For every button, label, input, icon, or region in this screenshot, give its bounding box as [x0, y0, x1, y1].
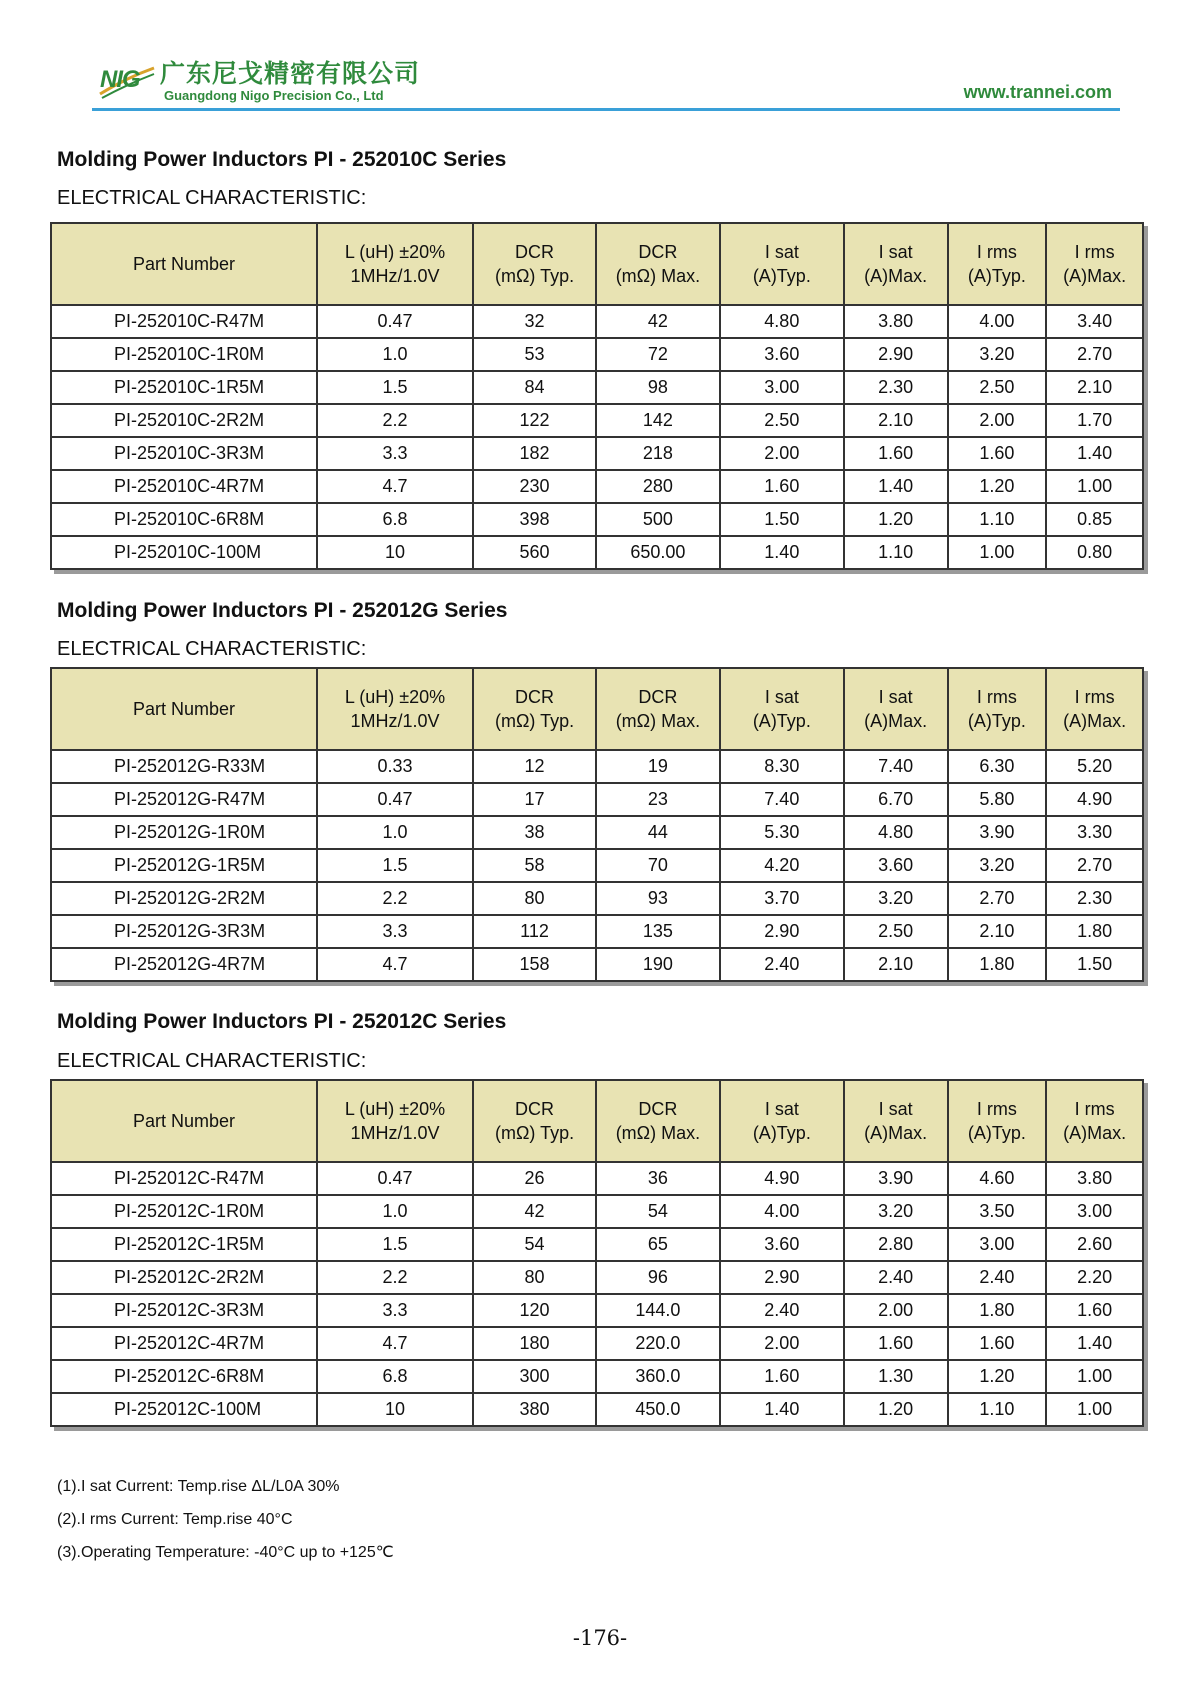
- isat-typ-cell: 2.00: [720, 1327, 844, 1360]
- header-isat-max: I sat (A)Max.: [844, 223, 948, 305]
- part-number-cell: PI-252010C-R47M: [51, 305, 317, 338]
- isat-max-cell: 1.20: [844, 503, 948, 536]
- table-header: [51, 1080, 1143, 1162]
- inductance-cell: 2.2: [317, 404, 473, 437]
- part-number-cell: PI-252010C-100M: [51, 536, 317, 569]
- dcr-typ-cell: 38: [473, 816, 596, 849]
- inductance-cell: 2.2: [317, 882, 473, 915]
- isat-typ-cell: 1.60: [720, 1360, 844, 1393]
- part-number-cell: PI-252012C-R47M: [51, 1162, 317, 1195]
- dcr-typ-cell: 42: [473, 1195, 596, 1228]
- dcr-typ-cell: 112: [473, 915, 596, 948]
- isat-typ-cell: 3.60: [720, 338, 844, 371]
- dcr-typ-cell: 80: [473, 882, 596, 915]
- dcr-max-cell: 54: [596, 1195, 720, 1228]
- irms-max-cell: 2.60: [1046, 1228, 1143, 1261]
- header-dcr-max: DCR (mΩ) Max.: [596, 668, 720, 750]
- isat-max-cell: 3.20: [844, 882, 948, 915]
- inductance-cell: 0.47: [317, 1162, 473, 1195]
- inductance-cell: 4.7: [317, 948, 473, 981]
- table-row: [51, 338, 1143, 371]
- section-subtitle-252012c: ELECTRICAL CHARACTERISTIC:: [57, 1050, 367, 1072]
- irms-typ-cell: 3.00: [948, 1228, 1047, 1261]
- dcr-max-cell: 144.0: [596, 1294, 720, 1327]
- irms-max-cell: 2.30: [1046, 882, 1143, 915]
- dcr-max-cell: 65: [596, 1228, 720, 1261]
- irms-max-cell: 1.00: [1046, 470, 1143, 503]
- isat-max-cell: 4.80: [844, 816, 948, 849]
- dcr-max-cell: 96: [596, 1261, 720, 1294]
- footnote-isat: (1).I sat Current: Temp.rise ΔL/L0A 30%: [57, 1478, 340, 1495]
- isat-typ-cell: 1.40: [720, 1393, 844, 1426]
- header-irms-typ: I rms (A)Typ.: [948, 1080, 1047, 1162]
- dcr-typ-cell: 158: [473, 948, 596, 981]
- dcr-max-cell: 500: [596, 503, 720, 536]
- header-irms-max: I rms (A)Max.: [1046, 668, 1143, 750]
- page-header: [92, 52, 1118, 112]
- irms-typ-cell: 1.20: [948, 470, 1047, 503]
- dcr-typ-cell: 84: [473, 371, 596, 404]
- irms-max-cell: 3.40: [1046, 305, 1143, 338]
- header-inductance: L (uH) ±20% 1MHz/1.0V: [317, 1080, 473, 1162]
- dcr-max-cell: 218: [596, 437, 720, 470]
- spec-table-252012c: [50, 1079, 1144, 1427]
- table-body: [51, 305, 1143, 569]
- dcr-typ-cell: 54: [473, 1228, 596, 1261]
- section-title-252012c: Molding Power Inductors PI - 252012C Series: [57, 1010, 507, 1033]
- part-number-cell: PI-252012G-2R2M: [51, 882, 317, 915]
- inductance-cell: 1.5: [317, 371, 473, 404]
- inductance-cell: 0.33: [317, 750, 473, 783]
- inductance-cell: 0.47: [317, 783, 473, 816]
- table-row: [51, 1294, 1143, 1327]
- table-header: [51, 223, 1143, 305]
- isat-max-cell: 2.10: [844, 948, 948, 981]
- section-title-252010c: Molding Power Inductors PI - 252010C Series: [57, 148, 507, 171]
- isat-typ-cell: 3.70: [720, 882, 844, 915]
- irms-typ-cell: 6.30: [948, 750, 1047, 783]
- part-number-cell: PI-252010C-3R3M: [51, 437, 317, 470]
- table-row: [51, 948, 1143, 981]
- irms-typ-cell: 1.00: [948, 536, 1047, 569]
- table-row: [51, 437, 1143, 470]
- inductance-cell: 6.8: [317, 1360, 473, 1393]
- inductance-cell: 3.3: [317, 437, 473, 470]
- part-number-cell: PI-252012G-R47M: [51, 783, 317, 816]
- header-dcr-typ: DCR (mΩ) Typ.: [473, 668, 596, 750]
- irms-max-cell: 1.60: [1046, 1294, 1143, 1327]
- dcr-max-cell: 360.0: [596, 1360, 720, 1393]
- header-inductance: L (uH) ±20% 1MHz/1.0V: [317, 668, 473, 750]
- inductance-cell: 10: [317, 1393, 473, 1426]
- dcr-max-cell: 650.00: [596, 536, 720, 569]
- dcr-typ-cell: 380: [473, 1393, 596, 1426]
- isat-max-cell: 1.60: [844, 437, 948, 470]
- table-row: [51, 1195, 1143, 1228]
- inductance-cell: 3.3: [317, 915, 473, 948]
- isat-max-cell: 1.20: [844, 1393, 948, 1426]
- dcr-typ-cell: 80: [473, 1261, 596, 1294]
- isat-typ-cell: 7.40: [720, 783, 844, 816]
- table-row: [51, 750, 1143, 783]
- table-row: [51, 470, 1143, 503]
- irms-typ-cell: 1.60: [948, 437, 1047, 470]
- isat-max-cell: 7.40: [844, 750, 948, 783]
- dcr-max-cell: 220.0: [596, 1327, 720, 1360]
- irms-max-cell: 0.80: [1046, 536, 1143, 569]
- dcr-typ-cell: 398: [473, 503, 596, 536]
- part-number-cell: PI-252012G-3R3M: [51, 915, 317, 948]
- irms-max-cell: 2.20: [1046, 1261, 1143, 1294]
- table-body: [51, 1162, 1143, 1426]
- isat-max-cell: 3.20: [844, 1195, 948, 1228]
- isat-typ-cell: 2.50: [720, 404, 844, 437]
- dcr-max-cell: 135: [596, 915, 720, 948]
- part-number-cell: PI-252012C-6R8M: [51, 1360, 317, 1393]
- isat-typ-cell: 2.00: [720, 437, 844, 470]
- isat-max-cell: 2.10: [844, 404, 948, 437]
- irms-max-cell: 1.70: [1046, 404, 1143, 437]
- table-row: [51, 849, 1143, 882]
- isat-typ-cell: 3.00: [720, 371, 844, 404]
- part-number-cell: PI-252012C-1R0M: [51, 1195, 317, 1228]
- isat-max-cell: 1.30: [844, 1360, 948, 1393]
- inductance-cell: 4.7: [317, 1327, 473, 1360]
- dcr-max-cell: 70: [596, 849, 720, 882]
- part-number-cell: PI-252010C-4R7M: [51, 470, 317, 503]
- isat-max-cell: 2.00: [844, 1294, 948, 1327]
- irms-max-cell: 2.10: [1046, 371, 1143, 404]
- table-body: [51, 750, 1143, 981]
- part-number-cell: PI-252012C-3R3M: [51, 1294, 317, 1327]
- footnote-operating-temperature: (3).Operating Temperature: -40°C up to +125℃: [57, 1544, 394, 1561]
- table-row: [51, 371, 1143, 404]
- table-row: [51, 1228, 1143, 1261]
- header-irms-max: I rms (A)Max.: [1046, 223, 1143, 305]
- company-name-english: Guangdong Nigo Precision Co., Ltd: [164, 88, 384, 103]
- irms-max-cell: 0.85: [1046, 503, 1143, 536]
- header-isat-max: I sat (A)Max.: [844, 668, 948, 750]
- dcr-typ-cell: 32: [473, 305, 596, 338]
- inductance-cell: 1.0: [317, 816, 473, 849]
- irms-max-cell: 2.70: [1046, 849, 1143, 882]
- isat-typ-cell: 1.50: [720, 503, 844, 536]
- inductance-cell: 2.2: [317, 1261, 473, 1294]
- table-row: [51, 1393, 1143, 1426]
- table-header: [51, 668, 1143, 750]
- part-number-cell: PI-252012C-4R7M: [51, 1327, 317, 1360]
- header-irms-typ: I rms (A)Typ.: [948, 223, 1047, 305]
- header-isat-typ: I sat (A)Typ.: [720, 668, 844, 750]
- isat-typ-cell: 8.30: [720, 750, 844, 783]
- irms-max-cell: 4.90: [1046, 783, 1143, 816]
- isat-max-cell: 3.90: [844, 1162, 948, 1195]
- irms-typ-cell: 3.50: [948, 1195, 1047, 1228]
- dcr-max-cell: 44: [596, 816, 720, 849]
- isat-max-cell: 1.10: [844, 536, 948, 569]
- irms-typ-cell: 2.00: [948, 404, 1047, 437]
- dcr-max-cell: 72: [596, 338, 720, 371]
- section-subtitle-252010c: ELECTRICAL CHARACTERISTIC:: [57, 187, 367, 209]
- isat-max-cell: 1.40: [844, 470, 948, 503]
- dcr-max-cell: 142: [596, 404, 720, 437]
- part-number-cell: PI-252012C-2R2M: [51, 1261, 317, 1294]
- table-row: [51, 1360, 1143, 1393]
- irms-max-cell: 1.40: [1046, 437, 1143, 470]
- irms-typ-cell: 3.20: [948, 338, 1047, 371]
- header-irms-typ: I rms (A)Typ.: [948, 668, 1047, 750]
- dcr-max-cell: 36: [596, 1162, 720, 1195]
- dcr-typ-cell: 12: [473, 750, 596, 783]
- irms-max-cell: 1.80: [1046, 915, 1143, 948]
- irms-typ-cell: 1.80: [948, 1294, 1047, 1327]
- header-divider: [92, 108, 1120, 111]
- part-number-cell: PI-252012G-1R0M: [51, 816, 317, 849]
- isat-typ-cell: 2.90: [720, 1261, 844, 1294]
- dcr-max-cell: 450.0: [596, 1393, 720, 1426]
- table-row: [51, 1261, 1143, 1294]
- isat-max-cell: 2.80: [844, 1228, 948, 1261]
- dcr-typ-cell: 180: [473, 1327, 596, 1360]
- spec-table-252010c: [50, 222, 1144, 570]
- irms-typ-cell: 3.20: [948, 849, 1047, 882]
- dcr-typ-cell: 53: [473, 338, 596, 371]
- part-number-cell: PI-252010C-1R5M: [51, 371, 317, 404]
- header-part-number: Part Number: [51, 668, 317, 750]
- header-inductance: L (uH) ±20% 1MHz/1.0V: [317, 223, 473, 305]
- isat-typ-cell: 5.30: [720, 816, 844, 849]
- dcr-typ-cell: 230: [473, 470, 596, 503]
- irms-typ-cell: 2.10: [948, 915, 1047, 948]
- header-dcr-max: DCR (mΩ) Max.: [596, 1080, 720, 1162]
- section-title-252012g: Molding Power Inductors PI - 252012G Series: [57, 599, 508, 622]
- isat-max-cell: 2.50: [844, 915, 948, 948]
- isat-typ-cell: 2.90: [720, 915, 844, 948]
- footnotes: [57, 1470, 394, 1569]
- dcr-max-cell: 23: [596, 783, 720, 816]
- isat-typ-cell: 2.40: [720, 1294, 844, 1327]
- irms-max-cell: 1.50: [1046, 948, 1143, 981]
- dcr-typ-cell: 58: [473, 849, 596, 882]
- dcr-typ-cell: 300: [473, 1360, 596, 1393]
- irms-max-cell: 3.80: [1046, 1162, 1143, 1195]
- company-name-chinese: 广东尼戈精密有限公司: [160, 59, 421, 88]
- isat-typ-cell: 4.90: [720, 1162, 844, 1195]
- header-irms-max: I rms (A)Max.: [1046, 1080, 1143, 1162]
- spec-table-252012g: [50, 667, 1144, 982]
- dcr-typ-cell: 17: [473, 783, 596, 816]
- header-dcr-max: DCR (mΩ) Max.: [596, 223, 720, 305]
- inductance-cell: 3.3: [317, 1294, 473, 1327]
- isat-typ-cell: 4.00: [720, 1195, 844, 1228]
- irms-typ-cell: 1.10: [948, 1393, 1047, 1426]
- inductance-cell: 4.7: [317, 470, 473, 503]
- inductance-cell: 6.8: [317, 503, 473, 536]
- irms-max-cell: 1.00: [1046, 1393, 1143, 1426]
- part-number-cell: PI-252010C-1R0M: [51, 338, 317, 371]
- inductance-cell: 1.5: [317, 1228, 473, 1261]
- irms-typ-cell: 5.80: [948, 783, 1047, 816]
- header-isat-max: I sat (A)Max.: [844, 1080, 948, 1162]
- irms-max-cell: 3.00: [1046, 1195, 1143, 1228]
- website-link[interactable]: www.trannei.com: [963, 82, 1112, 102]
- irms-typ-cell: 4.60: [948, 1162, 1047, 1195]
- irms-max-cell: 1.00: [1046, 1360, 1143, 1393]
- table-row: [51, 915, 1143, 948]
- dcr-max-cell: 190: [596, 948, 720, 981]
- isat-typ-cell: 1.60: [720, 470, 844, 503]
- irms-typ-cell: 2.40: [948, 1261, 1047, 1294]
- irms-typ-cell: 1.20: [948, 1360, 1047, 1393]
- isat-typ-cell: 2.40: [720, 948, 844, 981]
- part-number-cell: PI-252012G-4R7M: [51, 948, 317, 981]
- part-number-cell: PI-252012G-1R5M: [51, 849, 317, 882]
- table-row: [51, 1162, 1143, 1195]
- isat-typ-cell: 4.20: [720, 849, 844, 882]
- isat-max-cell: 2.30: [844, 371, 948, 404]
- header-dcr-typ: DCR (mΩ) Typ.: [473, 223, 596, 305]
- header-isat-typ: I sat (A)Typ.: [720, 223, 844, 305]
- header-isat-typ: I sat (A)Typ.: [720, 1080, 844, 1162]
- irms-typ-cell: 4.00: [948, 305, 1047, 338]
- isat-max-cell: 2.40: [844, 1261, 948, 1294]
- irms-typ-cell: 1.80: [948, 948, 1047, 981]
- irms-max-cell: 5.20: [1046, 750, 1143, 783]
- part-number-cell: PI-252012C-100M: [51, 1393, 317, 1426]
- isat-max-cell: 3.80: [844, 305, 948, 338]
- part-number-cell: PI-252012G-R33M: [51, 750, 317, 783]
- header-dcr-typ: DCR (mΩ) Typ.: [473, 1080, 596, 1162]
- header-part-number: Part Number: [51, 1080, 317, 1162]
- dcr-max-cell: 19: [596, 750, 720, 783]
- company-logo: NIG: [100, 66, 140, 93]
- irms-typ-cell: 3.90: [948, 816, 1047, 849]
- part-number-cell: PI-252010C-6R8M: [51, 503, 317, 536]
- isat-typ-cell: 4.80: [720, 305, 844, 338]
- dcr-typ-cell: 122: [473, 404, 596, 437]
- dcr-max-cell: 42: [596, 305, 720, 338]
- isat-max-cell: 2.90: [844, 338, 948, 371]
- inductance-cell: 0.47: [317, 305, 473, 338]
- inductance-cell: 1.0: [317, 1195, 473, 1228]
- part-number-cell: PI-252010C-2R2M: [51, 404, 317, 437]
- isat-max-cell: 1.60: [844, 1327, 948, 1360]
- table-row: [51, 882, 1143, 915]
- part-number-cell: PI-252012C-1R5M: [51, 1228, 317, 1261]
- section-subtitle-252012g: ELECTRICAL CHARACTERISTIC:: [57, 638, 367, 660]
- inductance-cell: 1.0: [317, 338, 473, 371]
- irms-typ-cell: 2.70: [948, 882, 1047, 915]
- table-row: [51, 783, 1143, 816]
- dcr-max-cell: 98: [596, 371, 720, 404]
- inductance-cell: 10: [317, 536, 473, 569]
- table-row: [51, 503, 1143, 536]
- table-row: [51, 536, 1143, 569]
- isat-typ-cell: 1.40: [720, 536, 844, 569]
- page-number: -176-: [572, 1626, 628, 1650]
- dcr-typ-cell: 120: [473, 1294, 596, 1327]
- table-row: [51, 404, 1143, 437]
- dcr-typ-cell: 182: [473, 437, 596, 470]
- table-row: [51, 1327, 1143, 1360]
- irms-typ-cell: 1.60: [948, 1327, 1047, 1360]
- dcr-max-cell: 93: [596, 882, 720, 915]
- header-part-number: Part Number: [51, 223, 317, 305]
- dcr-typ-cell: 560: [473, 536, 596, 569]
- dcr-max-cell: 280: [596, 470, 720, 503]
- irms-max-cell: 1.40: [1046, 1327, 1143, 1360]
- irms-max-cell: 3.30: [1046, 816, 1143, 849]
- irms-typ-cell: 1.10: [948, 503, 1047, 536]
- isat-typ-cell: 3.60: [720, 1228, 844, 1261]
- inductance-cell: 1.5: [317, 849, 473, 882]
- table-row: [51, 305, 1143, 338]
- footnote-irms: (2).I rms Current: Temp.rise 40°C: [57, 1511, 293, 1528]
- irms-max-cell: 2.70: [1046, 338, 1143, 371]
- table-row: [51, 816, 1143, 849]
- isat-max-cell: 3.60: [844, 849, 948, 882]
- isat-max-cell: 6.70: [844, 783, 948, 816]
- irms-typ-cell: 2.50: [948, 371, 1047, 404]
- dcr-typ-cell: 26: [473, 1162, 596, 1195]
